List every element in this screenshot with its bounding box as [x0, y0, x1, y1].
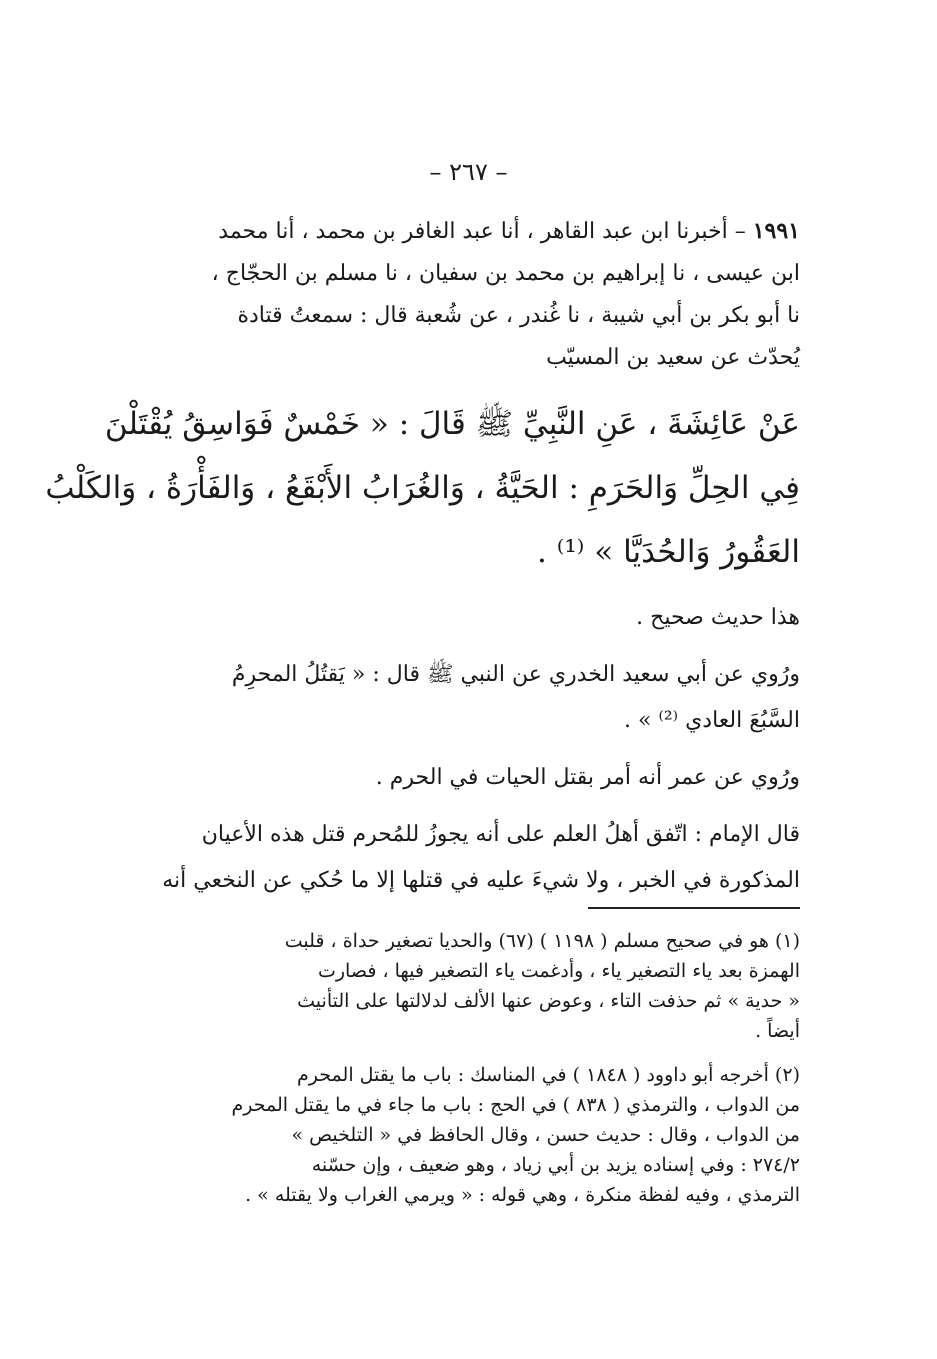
khudri-line-1: ورُوي عن أبي سعيد الخدري عن النبي ﷺ قال : « يَقتُلُ المحرِمُ — [231, 662, 800, 687]
footnote-2 — [158, 1060, 800, 1210]
page-number: – ٢٦٧ – — [429, 158, 508, 186]
hadith-text — [45, 392, 800, 584]
footnote-1-line-4: أيضاً . — [755, 1020, 800, 1042]
khudri-narration — [158, 652, 800, 744]
isnad-line-1-text: – أخبرنا ابن عبد القاهر ، أنا عبد الغافر بن محمد ، أنا محمد — [218, 219, 746, 244]
isnad-line-1 — [158, 210, 800, 253]
hadith-line-3: العَقُورُ وَالحُدَيَّا » ⁽¹⁾ . — [537, 534, 800, 570]
footnote-divider — [588, 907, 800, 909]
footnote-1-line-1: (١) هو في صحيح مسلم ( ١١٩٨ ) (٦٧) والحديا تصغير حداة ، قلبت — [284, 930, 800, 952]
umar-narration — [158, 758, 800, 798]
footnote-2-line-4: ٢٧٤/٢ : وفي إسناده يزيد بن أبي زياد ، وهو ضعيف ، وإن حسّنه — [311, 1154, 800, 1176]
khudri-line-2: السَّبُعَ العادي ⁽²⁾ » . — [624, 708, 800, 733]
hadith-number: ١٩٩١ — [752, 218, 800, 244]
imam-line-2: المذكورة في الخبر ، ولا شيءَ عليه في قتلها إلا ما حُكي عن النخعي أنه — [162, 868, 800, 893]
umar-line: ورُوي عن عمر أنه أمر بقتل الحيات في الحرم . — [375, 765, 800, 790]
footnote-2-line-3: من الدواب ، وقال : حديث حسن ، وقال الحافظ في « التلخيص » — [291, 1124, 800, 1146]
footnote-1-line-3: « حدية » ثم حذفت التاء ، وعوض عنها الألف لدلالتها على التأنيث — [297, 990, 800, 1012]
isnad-line-3: نا أبو بكر بن أبي شيبة ، نا غُندر ، عن شُعبة قال : سمعتُ قتادة — [237, 303, 800, 328]
footnote-1 — [158, 926, 800, 1046]
footnote-2-line-5: الترمذي ، وفيه لفظة منكرة ، وهي قوله : « ويرمي الغراب ولا يقتله » . — [245, 1184, 800, 1206]
imam-commentary — [158, 812, 800, 904]
grading-note — [158, 598, 800, 638]
footnote-2-line-1: (٢) أخرجه أبو داوود ( ١٨٤٨ ) في المناسك : باب ما يقتل المحرم — [297, 1064, 800, 1086]
isnad-line-4: يُحدّث عن سعيد بن المسيّب — [546, 345, 800, 370]
isnad-paragraph — [158, 210, 800, 379]
footnote-2-line-2: من الدواب ، والترمذي ( ٨٣٨ ) في الحج : باب ما جاء في ما يقتل المحرم — [231, 1094, 800, 1116]
footnote-1-line-2: الهمزة بعد ياء التصغير ياء ، وأدغمت ياء التصغير فيها ، فصارت — [318, 960, 800, 982]
isnad-line-2: ابن عيسى ، نا إبراهيم بن محمد بن سفيان ، نا مسلم بن الحجّاج ، — [211, 261, 800, 286]
grading-line: هذا حديث صحيح . — [636, 605, 800, 630]
hadith-line-1: عَنْ عَائِشَةَ ، عَنِ النَّبِيِّ ﷺ قَالَ : « خَمْسٌ فَوَاسِقُ يُقْتَلْنَ — [104, 406, 800, 442]
imam-line-1: قال الإمام : اتّفق أهلُ العلم على أنه يجوزُ للمُحرم قتل هذه الأعيان — [201, 822, 800, 847]
hadith-line-2: فِي الحِلِّ وَالحَرَمِ : الحَيَّةُ ، وَالغُرَابُ الأَبْقَعُ ، وَالفَأْرَةُ ، وَالكَلْبُ — [45, 470, 800, 506]
